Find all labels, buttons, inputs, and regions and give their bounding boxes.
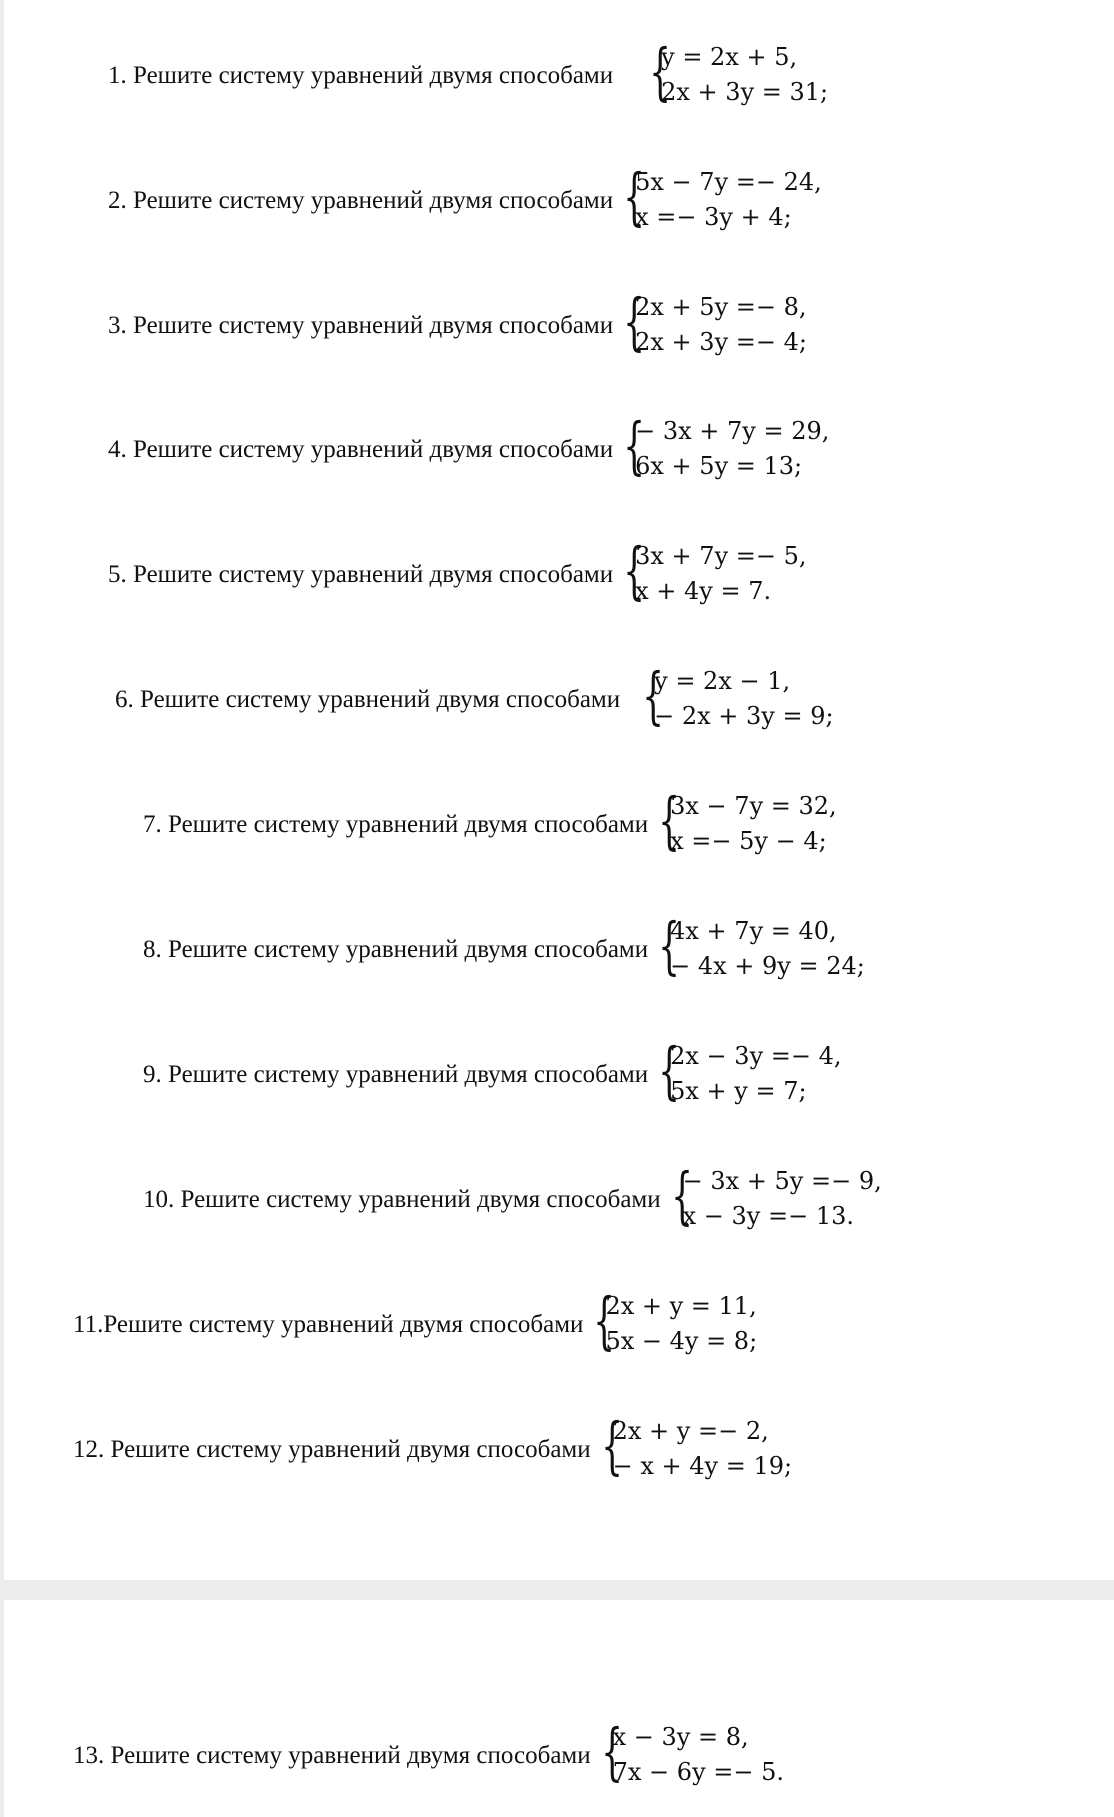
- system-brace: {: [593, 1284, 616, 1357]
- equation-system: [613, 1414, 792, 1484]
- equation-1: 2x + y = 11,: [605, 1292, 757, 1320]
- equation-system: [635, 165, 822, 235]
- problem-5: [108, 536, 807, 612]
- problem-prompt: 12. Решите систему уравнений двумя способами: [73, 1435, 591, 1463]
- problem-prompt: 3. Решите систему уравнений двумя способами: [108, 311, 614, 339]
- equation-2: − 2x + 3y = 9;: [654, 702, 834, 730]
- problem-10: [143, 1161, 882, 1237]
- equation-1: 3x − 7y = 32,: [670, 792, 837, 820]
- problem-prompt: 2. Решите систему уравнений двумя способами: [108, 186, 614, 214]
- equation-1: 5x − 7y =− 24,: [635, 168, 822, 196]
- equation-1: − 3x + 7y = 29,: [635, 417, 830, 445]
- equation-system: [661, 40, 828, 110]
- problem-prompt: 6. Решите систему уравнений двумя способами: [115, 685, 621, 713]
- equation-1: y = 2x − 1,: [654, 667, 791, 695]
- equation-1: y = 2x + 5,: [661, 43, 798, 71]
- problem-prompt: 4. Решите систему уравнений двумя способами: [108, 435, 614, 463]
- equation-1: 3x + 7y =− 5,: [635, 542, 807, 570]
- page-sheet-1: [4, 0, 1114, 1580]
- system-brace: {: [600, 1409, 623, 1482]
- problem-prompt: 13. Решите систему уравнений двумя способами: [73, 1741, 591, 1769]
- equation-2: 2x + 3y =− 4;: [635, 328, 807, 356]
- system-brace: {: [642, 659, 665, 732]
- equation-system: [635, 290, 807, 360]
- problem-prompt: 11.Решите систему уравнений двумя способами: [73, 1310, 584, 1338]
- system-brace: {: [623, 160, 646, 233]
- equation-2: 2x + 3y = 31;: [661, 78, 829, 106]
- problem-11: [73, 1286, 757, 1362]
- equation-2: x =− 5y − 4;: [670, 827, 827, 855]
- page-sheet-2: [4, 1600, 1114, 1817]
- equation-1: 2x − 3y =− 4,: [670, 1042, 842, 1070]
- equation-2: 5x − 4y = 8;: [605, 1327, 758, 1355]
- system-brace: {: [658, 1034, 681, 1107]
- problem-prompt: 8. Решите систему уравнений двумя способами: [143, 935, 649, 963]
- equation-2: 5x + y = 7;: [670, 1077, 807, 1105]
- equation-system: [605, 1289, 757, 1359]
- equation-system: [683, 1164, 882, 1234]
- problem-1: [108, 37, 828, 113]
- problem-prompt: 10. Решите систему уравнений двумя способами: [143, 1185, 661, 1213]
- problem-3: [108, 287, 807, 363]
- system-brace: {: [658, 784, 681, 857]
- system-brace: {: [623, 409, 646, 482]
- equation-system: [670, 1039, 841, 1109]
- equation-2: x + 4y = 7.: [635, 577, 772, 605]
- system-brace: {: [623, 534, 646, 607]
- problem-prompt: 5. Решите систему уравнений двумя способами: [108, 560, 614, 588]
- equation-1: 2x + y =− 2,: [612, 1417, 769, 1445]
- problem-6: [115, 661, 834, 737]
- equation-1: − 3x + 5y =− 9,: [682, 1167, 882, 1195]
- equation-system: [670, 789, 837, 859]
- equation-2: x − 3y =− 13.: [682, 1202, 854, 1230]
- problem-2: [108, 162, 822, 238]
- equation-system: [635, 539, 806, 609]
- problem-4: [108, 411, 829, 487]
- equation-1: 4x + 7y = 40,: [670, 917, 837, 945]
- equation-system: [670, 914, 865, 984]
- problem-prompt: 7. Решите систему уравнений двумя способами: [143, 810, 649, 838]
- problem-prompt: 1. Решите систему уравнений двумя способами: [108, 61, 614, 89]
- equation-1: 2x + 5y =− 8,: [635, 293, 807, 321]
- equation-system: [635, 414, 829, 484]
- system-brace: {: [670, 1159, 693, 1232]
- system-brace: {: [623, 285, 646, 358]
- equation-2: − x + 4y = 19;: [612, 1452, 793, 1480]
- system-brace: {: [658, 909, 681, 982]
- equation-2: 7x − 6y =− 5.: [612, 1758, 784, 1786]
- equation-2: x =− 3y + 4;: [635, 203, 792, 231]
- equation-2: − 4x + 9y = 24;: [670, 952, 865, 980]
- problem-prompt: 9. Решите систему уравнений двумя способами: [143, 1060, 649, 1088]
- problem-8: [143, 911, 865, 987]
- problem-9: [143, 1036, 842, 1112]
- equation-2: 6x + 5y = 13;: [635, 452, 803, 480]
- equation-system: [654, 664, 833, 734]
- equation-1: x − 3y = 8,: [612, 1723, 749, 1751]
- problem-7: [143, 786, 837, 862]
- problem-12: [73, 1411, 792, 1487]
- system-brace: {: [649, 35, 672, 108]
- equation-system: [613, 1720, 784, 1790]
- system-brace: {: [600, 1715, 623, 1788]
- problem-13: [73, 1717, 784, 1793]
